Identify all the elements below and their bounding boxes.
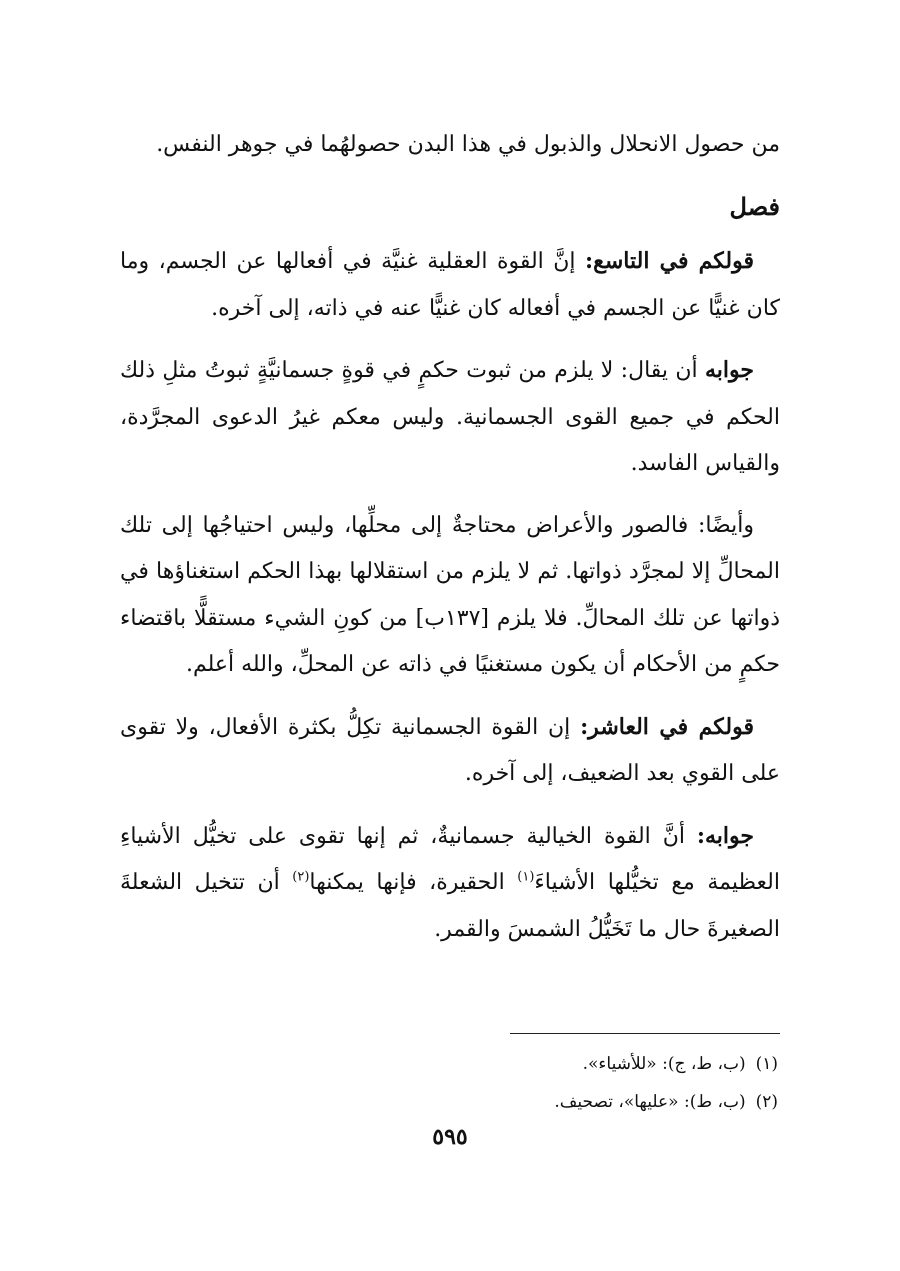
paragraph-5-lead: قولكم في العاشر: xyxy=(580,713,755,740)
paragraph-6-text-a: أنَّ القوة الخيالية جسمانيةٌ، ثم إنها تقوى على تخيُّل الأشياءِ العظيمة مع تخيُّلها الأشياءَ xyxy=(120,823,780,895)
footnote-1-text: (ب، ط، ج): «للأشياء». xyxy=(582,1054,746,1074)
footnote-2 xyxy=(278,1083,778,1121)
paragraph-6-text-c: أن تتخيل الشعلةَ الصغيرةَ حال ما تَخَيُّلُ الشمسَ والقمر. xyxy=(120,870,780,942)
footnotes xyxy=(278,1045,778,1121)
paragraph-5 xyxy=(120,704,780,798)
paragraph-2-text: إنَّ القوة العقلية غنيَّة في أفعالها عن الجسم، وما كان غنيًّا عن الجسم في أفعاله كان غنيًّا عنه في ذاته، إلى آخره. xyxy=(120,249,780,321)
paragraph-4: وأيضًا: فالصور والأعراض محتاجةٌ إلى محلِّها، وليس احتياجُها إلى تلك المحالِّ إلا لمجرَّد ذواتها. ثم لا يلزم من استقلالها بهذا الحكم استغناؤها في ذواتها عن تلك المحالِّ. فلا يلزم [١٣٧ب] من كونِ الشيء مستقلًّا باقتضاء حكمٍ من الأحكام أن يكون مستغنيًا في ذاته عن المحلِّ، والله أعلم. xyxy=(120,512,781,677)
footnote-divider xyxy=(510,1033,780,1034)
paragraph-6-lead: جوابه: xyxy=(696,822,754,849)
footnote-1-number: (١) xyxy=(755,1054,778,1074)
paragraph-6 xyxy=(120,813,780,954)
paragraph-5-text: إن القوة الجسمانية تكِلُّ بكثرة الأفعال، ولا تقوى على القوي بعد الضعيف، إلى آخره. xyxy=(120,714,780,786)
paragraph-2-lead: قولكم في التاسع: xyxy=(585,248,754,274)
paragraph-3-text: أن يقال: لا يلزم من ثبوت حكمٍ في قوةٍ جسمانيَّةٍ ثبوتُ مثلِ ذلك الحكم في جميع القوى الجسمانية. وليس معكم غيرُ الدعوى المجرَّدة، والقياس الفاسد. xyxy=(120,358,780,476)
footnote-2-number: (٢) xyxy=(755,1092,778,1112)
footnote-1 xyxy=(278,1045,778,1083)
paragraph-3-lead: جوابه xyxy=(705,357,754,383)
page-number: ٥٩٥ xyxy=(432,1124,468,1150)
section-heading: فصل xyxy=(729,191,780,221)
paragraph-1: من حصول الانحلال والذبول في هذا البدن حصولهُما في جوهر النفس. xyxy=(156,132,780,157)
main-text xyxy=(120,122,780,968)
footnote-2-text: (ب، ط): «عليها»، تصحيف. xyxy=(554,1092,746,1112)
footnote-ref-2[interactable]: (٢) xyxy=(292,869,310,885)
paragraph-2 xyxy=(120,238,780,332)
paragraph-6-text-b: الحقيرة، فإنها يمكنها xyxy=(309,870,518,895)
paragraph-3 xyxy=(120,347,780,488)
footnote-ref-1[interactable]: (١) xyxy=(517,869,535,885)
